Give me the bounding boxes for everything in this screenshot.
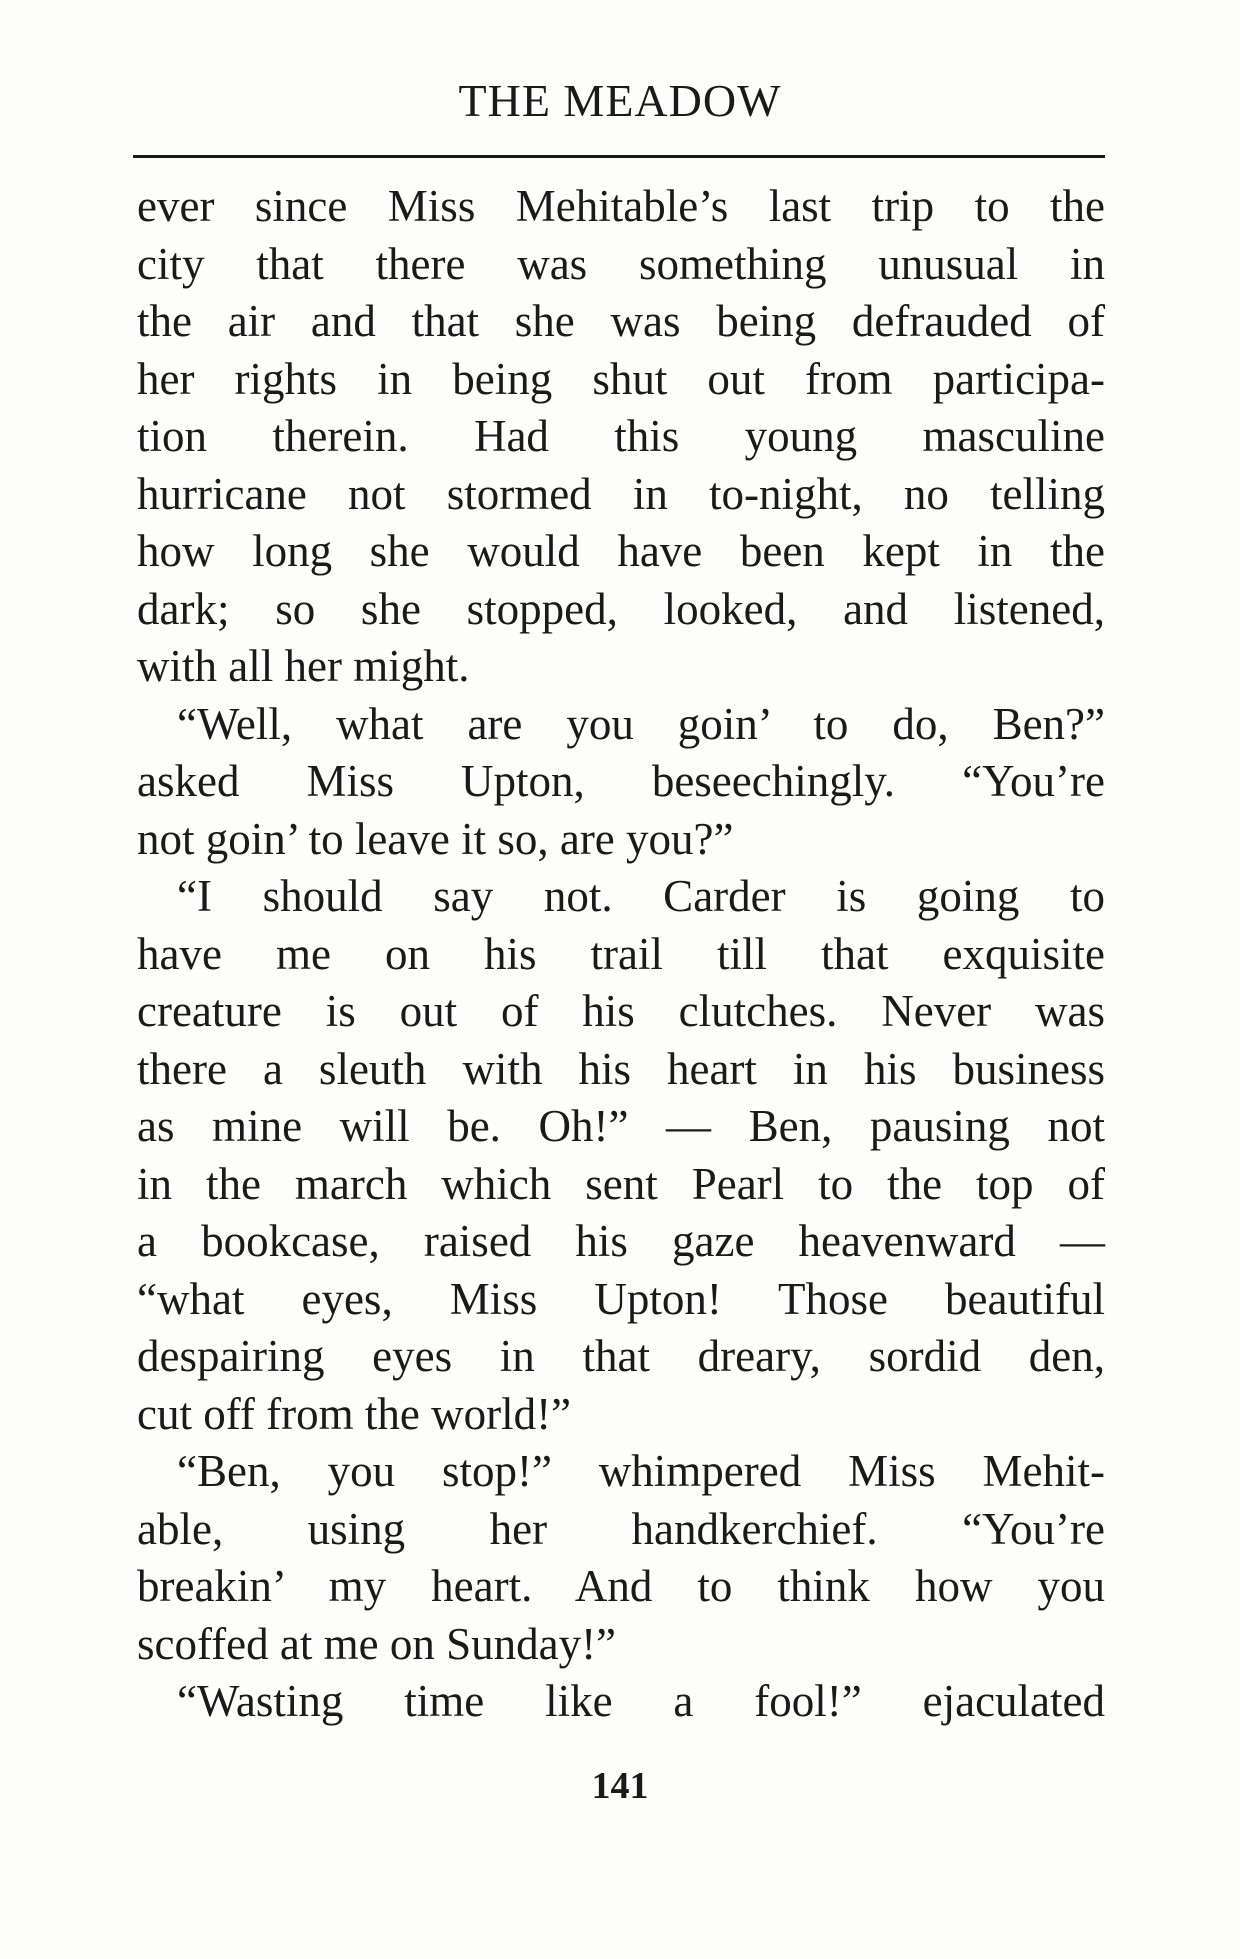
text-line: creature is out of his clutches. Never was: [137, 986, 1105, 1036]
text-line: as mine will be. Oh!” — Ben, pausing not: [137, 1101, 1105, 1151]
text-line: “I should say not. Carder is going to: [177, 871, 1105, 921]
text-line: “Ben, you stop!” whimpered Miss Mehit-: [177, 1446, 1105, 1496]
text-line: her rights in being shut out from participa-: [137, 353, 1105, 404]
text-line: have me on his trail till that exquisite: [137, 928, 1105, 979]
text-line: “Well, what are you goin’ to do, Ben?”: [177, 698, 1105, 749]
text-line: “what eyes, Miss Upton! Those beautiful: [137, 1273, 1105, 1324]
text-line: tion therein. Had this young masculine: [137, 411, 1105, 461]
text-line: dark; so she stopped, looked, and listened,: [137, 583, 1105, 634]
text-line: city that there was something unusual in: [137, 238, 1105, 289]
page-number: 141: [591, 1765, 649, 1807]
text-line: with all her might.: [137, 641, 470, 691]
text-line: in the march which sent Pearl to the top of: [137, 1158, 1105, 1209]
text-line: breakin’ my heart. And to think how you: [137, 1561, 1105, 1611]
body-text: [137, 178, 1105, 1731]
header-rule: [133, 155, 1105, 158]
text-line: able, using her handkerchief. “You’re: [137, 1503, 1105, 1554]
text-line: there a sleuth with his heart in his business: [137, 1043, 1105, 1094]
running-head: THE MEADOW: [458, 75, 782, 126]
text-line: “Wasting time like a fool!” ejaculated: [177, 1676, 1105, 1726]
text-line: a bookcase, raised his gaze heavenward —: [137, 1216, 1105, 1266]
text-line: how long she would have been kept in the: [137, 526, 1105, 576]
text-line: not goin’ to leave it so, are you?”: [137, 813, 734, 864]
text-line: scoffed at me on Sunday!”: [137, 1618, 617, 1669]
text-line: the air and that she was being defrauded of: [137, 296, 1105, 346]
text-line: hurricane not stormed in to-night, no telling: [137, 468, 1105, 519]
text-line: despairing eyes in that dreary, sordid den,: [137, 1331, 1105, 1381]
text-line: asked Miss Upton, beseechingly. “You’re: [137, 756, 1105, 806]
text-line: cut off from the world!”: [137, 1388, 572, 1439]
text-line: ever since Miss Mehitable’s last trip to the: [137, 181, 1105, 231]
